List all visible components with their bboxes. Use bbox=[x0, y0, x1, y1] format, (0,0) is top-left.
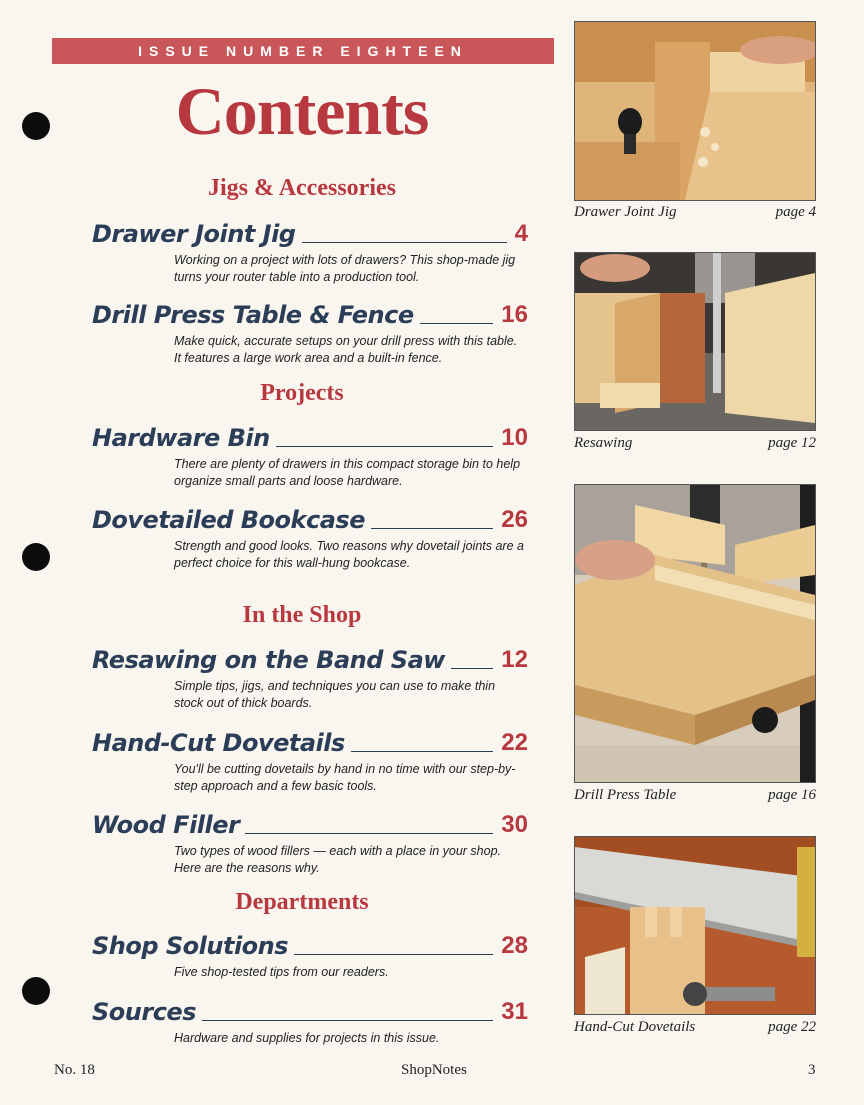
toc-entry-dovetailed-bookcase[interactable] bbox=[92, 500, 528, 572]
leader-line bbox=[302, 242, 507, 243]
entry-title: Sources bbox=[92, 998, 196, 1026]
entry-page-number: 4 bbox=[514, 220, 528, 247]
toc-entry-hardware-bin[interactable] bbox=[92, 418, 528, 490]
entry-page-number: 31 bbox=[501, 998, 528, 1025]
entry-page-number: 28 bbox=[501, 932, 528, 959]
footer-page-number: 3 bbox=[808, 1062, 816, 1078]
toc-entry-drawer-joint-jig[interactable] bbox=[92, 214, 528, 286]
entry-title: Drawer Joint Jig bbox=[92, 220, 296, 248]
page-title: Contents bbox=[175, 73, 429, 149]
toc-entry-resawing[interactable] bbox=[92, 640, 528, 712]
toc-entry-shop-solutions[interactable] bbox=[92, 926, 528, 981]
toc-entry-drill-press-table[interactable] bbox=[92, 295, 528, 367]
entry-description: Hardware and supplies for projects in this issue. bbox=[174, 1031, 440, 1045]
binder-hole-middle bbox=[22, 543, 50, 571]
binder-hole-bottom bbox=[22, 977, 50, 1005]
section-projects: Projects bbox=[260, 380, 344, 406]
leader-line bbox=[202, 1020, 493, 1021]
entry-page-number: 16 bbox=[501, 301, 528, 328]
entry-title: Shop Solutions bbox=[92, 932, 289, 960]
entry-page-number: 30 bbox=[501, 811, 528, 838]
entry-title: Drill Press Table & Fence bbox=[92, 301, 414, 329]
entry-title: Hardware Bin bbox=[92, 424, 270, 452]
entry-title: Dovetailed Bookcase bbox=[92, 506, 365, 534]
toc-entry-hand-cut-dovetails[interactable] bbox=[92, 723, 528, 795]
leader-line bbox=[276, 446, 494, 447]
section-departments: Departments bbox=[235, 889, 369, 915]
section-jigs-accessories: Jigs & Accessories bbox=[208, 175, 396, 201]
footer-magazine-name: ShopNotes bbox=[401, 1062, 467, 1078]
entry-page-number: 26 bbox=[501, 506, 528, 533]
entry-description: Two types of wood fillers — each with a place in your shop. Here are the reasons why. bbox=[174, 844, 502, 875]
entry-description: You'll be cutting dovetails by hand in no time with our step-by-step approach and a few basic tools. bbox=[174, 762, 516, 793]
entry-description: Simple tips, jigs, and techniques you can use to make thin stock out of thick boards. bbox=[174, 679, 496, 710]
entry-description: Strength and good looks. Two reasons why dovetail joints are a perfect choice for this wall-hung bookcase. bbox=[174, 539, 524, 570]
leader-line bbox=[371, 528, 493, 529]
toc-entry-wood-filler[interactable] bbox=[92, 805, 528, 877]
entry-page-number: 12 bbox=[501, 646, 528, 673]
entry-description: Working on a project with lots of drawers? This shop-made jig turns your router table into a production tool. bbox=[174, 253, 516, 284]
leader-line bbox=[420, 323, 494, 324]
photo-drawer-joint-jig bbox=[574, 21, 816, 201]
entry-description: There are plenty of drawers in this compact storage bin to help organize small parts and loose hardware. bbox=[174, 457, 521, 488]
caption-resawing: Resawing page 12 bbox=[574, 435, 816, 451]
caption-drill-press-table: Drill Press Table page 16 bbox=[574, 787, 816, 803]
photo-resawing bbox=[574, 252, 816, 431]
section-in-the-shop: In the Shop bbox=[242, 602, 362, 628]
entry-page-number: 22 bbox=[501, 729, 528, 756]
entry-description: Five shop-tested tips from our readers. bbox=[174, 965, 389, 979]
leader-line bbox=[451, 668, 493, 669]
caption-hand-cut-dovetails: Hand-Cut Dovetails page 22 bbox=[574, 1019, 816, 1035]
leader-line bbox=[294, 954, 493, 955]
photo-drill-press-table bbox=[574, 484, 816, 783]
issue-banner: ISSUE NUMBER EIGHTEEN bbox=[52, 38, 554, 64]
entry-description: Make quick, accurate setups on your drill press with this table. It features a large work area and a built-in fence. bbox=[174, 334, 518, 365]
entry-title: Hand-Cut Dovetails bbox=[92, 729, 345, 757]
photo-hand-cut-dovetails bbox=[574, 836, 816, 1015]
toc-entry-sources[interactable] bbox=[92, 992, 528, 1047]
leader-line bbox=[351, 751, 494, 752]
entry-page-number: 10 bbox=[501, 424, 528, 451]
entry-title: Resawing on the Band Saw bbox=[92, 646, 445, 674]
entry-title: Wood Filler bbox=[92, 811, 240, 839]
footer-issue-number: No. 18 bbox=[54, 1062, 95, 1078]
leader-line bbox=[245, 833, 493, 834]
caption-drawer-joint-jig: Drawer Joint Jig page 4 bbox=[574, 204, 816, 220]
